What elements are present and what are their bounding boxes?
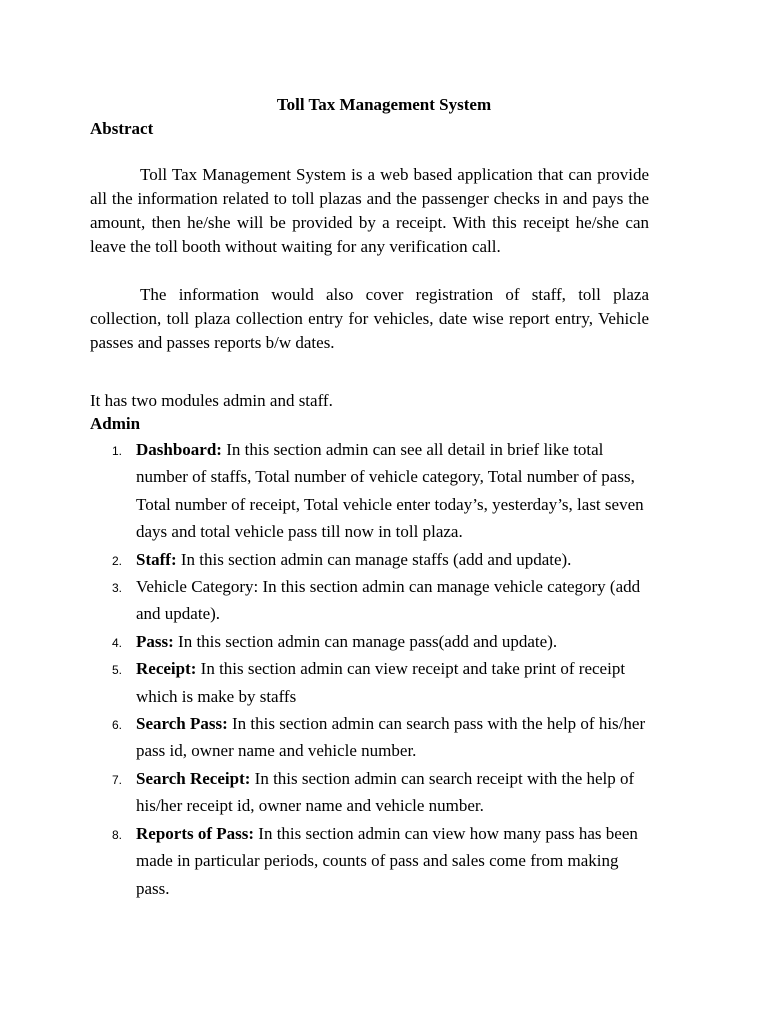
item-term: Pass: xyxy=(136,631,174,651)
list-item xyxy=(90,820,650,902)
item-term: Staff: xyxy=(136,549,177,569)
list-number: 1. xyxy=(112,444,123,458)
list-number: 5. xyxy=(112,663,123,678)
item-term: Reports of Pass: xyxy=(136,823,255,843)
item-text: Vehicle Category: In this section admin can manage vehicle category (add and update). xyxy=(136,577,641,624)
list-number: 8. xyxy=(112,827,123,842)
modules-paragraph: It has two modules admin and staff. xyxy=(90,391,333,410)
list-item xyxy=(90,655,650,710)
list-number: 6. xyxy=(112,718,123,733)
item-text: In this section admin can view how many pass has been made in particular periods, counts of pass and sales come from making pass. xyxy=(136,823,638,898)
item-text: In this section admin can search pass with the help of his/her pass id, owner name and vehicle number. xyxy=(136,714,646,761)
admin-feature-list xyxy=(90,436,650,902)
list-item xyxy=(90,546,650,573)
item-text: In this section admin can search receipt with the help of his/her receipt id, owner name and vehicle number. xyxy=(136,768,635,816)
list-number: 3. xyxy=(112,581,123,596)
admin-heading: Admin xyxy=(90,414,141,433)
item-text: In this section admin can manage staffs (add and update). xyxy=(176,549,572,569)
abstract-paragraph-2: The information would also cover registration of staff, toll plaza collection, toll plaza collection entry for vehicles, date wise report entry, Vehicle passes and passes reports b/w dates. xyxy=(90,285,649,352)
list-item xyxy=(90,573,650,628)
item-term: Search Pass: xyxy=(136,714,228,734)
list-item xyxy=(90,710,650,765)
abstract-heading: Abstract xyxy=(90,119,154,138)
item-term: Search Receipt: xyxy=(136,768,251,788)
document-title: Toll Tax Management System xyxy=(276,95,492,114)
item-text: In this section admin can view receipt and take print of receipt which is make by staffs xyxy=(136,659,626,706)
list-item xyxy=(90,628,650,655)
list-number: 7. xyxy=(112,772,123,787)
item-text: In this section admin can see all detail in brief like total number of staffs, Total number of vehicle category, Total number of pass, Total number of receipt, Total vehicle enter today’s, yesterday’s, last seven days and total vehicle pass till now in toll plaza. xyxy=(136,440,644,542)
abstract-paragraph-1: Toll Tax Management System is a web based application that can provide all the information related to toll plazas and the passenger checks in and pays the amount, then he/she will be provided by a receipt. With this receipt he/she can leave the toll booth without waiting for any verification call. xyxy=(90,165,649,256)
item-term: Receipt: xyxy=(136,659,197,679)
list-item xyxy=(90,436,650,546)
list-number: 4. xyxy=(112,635,123,650)
item-term: Dashboard: xyxy=(136,440,222,459)
list-number: 2. xyxy=(112,553,123,568)
item-text: In this section admin can manage pass(add and update). xyxy=(173,631,558,651)
list-item xyxy=(90,765,650,820)
